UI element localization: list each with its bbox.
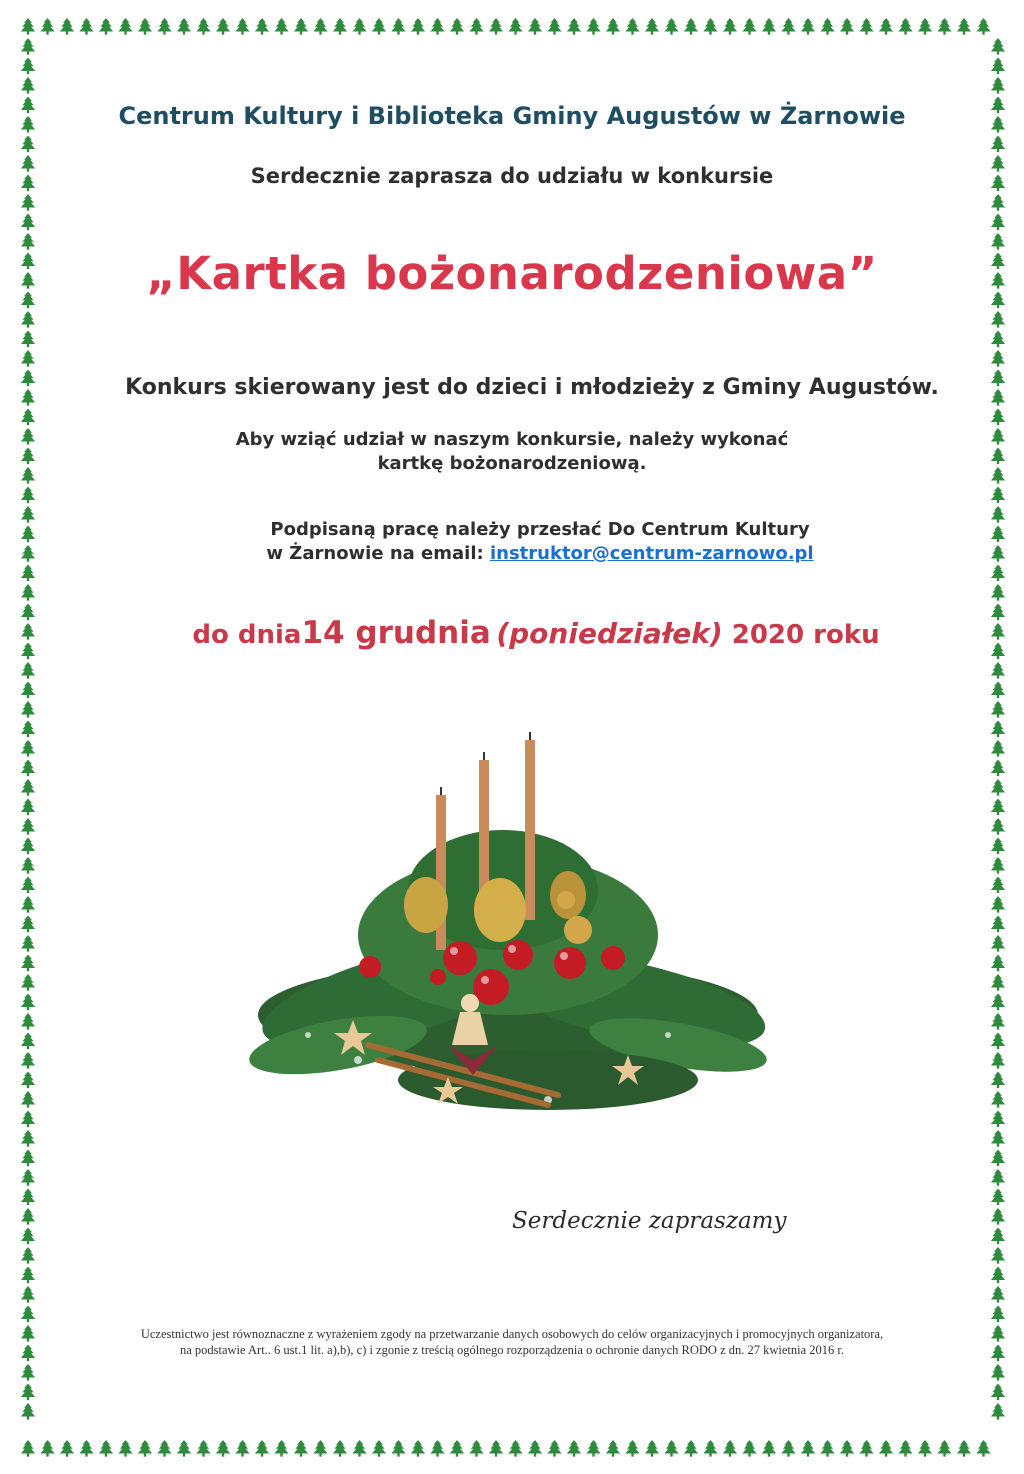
tree-icon (21, 1189, 35, 1206)
tree-icon (991, 779, 1005, 796)
tree-icon (21, 38, 35, 55)
tree-icon (991, 916, 1005, 933)
tree-icon (859, 1440, 873, 1457)
tree-icon (991, 799, 1005, 816)
tree-icon (879, 1440, 893, 1457)
send-text-line2 (28, 543, 1024, 564)
invitation-text: Serdecznie zaprasza do udziału w konkursie (250, 164, 774, 188)
tree-icon (991, 701, 1005, 718)
tree-icon (645, 18, 659, 35)
tree-icon (79, 1440, 93, 1457)
tree-icon (21, 1228, 35, 1245)
tree-icon (991, 1208, 1005, 1225)
tree-icon (991, 194, 1005, 211)
tree-icon (606, 18, 620, 35)
tree-icon (40, 18, 54, 35)
tree-icon (991, 896, 1005, 913)
tree-icon (21, 214, 35, 231)
tree-icon (21, 1033, 35, 1050)
tree-icon (294, 1440, 308, 1457)
tree-icon (469, 1440, 483, 1457)
tree-icon (723, 18, 737, 35)
closing-text: Serdecznie zapraszamy (512, 1208, 787, 1234)
tree-icon (21, 487, 35, 504)
tree-icon (991, 311, 1005, 328)
tree-icon (21, 1267, 35, 1284)
deadline-year: 2020 roku (722, 620, 880, 650)
tree-icon (957, 1440, 971, 1457)
tree-icon (21, 136, 35, 153)
audience-text: Konkurs skierowany jest do dzieci i młodzieży z Gminy Augustów. (125, 375, 939, 400)
tree-icon (508, 1440, 522, 1457)
tree-icon (898, 1440, 912, 1457)
tree-icon (547, 18, 561, 35)
tree-icon (469, 18, 483, 35)
tree-icon (21, 311, 35, 328)
tree-icon (157, 18, 171, 35)
tree-icon (762, 18, 776, 35)
gdpr-note-line2: na podstawie Art.. 6 ust.1 lit. a),b), c) i zgonie z treścią ogólnego rozporządzenia o ochronie danych RODO z dn. 27 kwietnia 2016 r. (179, 1343, 845, 1357)
tree-icon (840, 18, 854, 35)
tree-icon (313, 1440, 327, 1457)
tree-icon (21, 701, 35, 718)
tree-icon (21, 935, 35, 952)
email-link[interactable]: instruktor@centrum-zarnowo.pl (489, 543, 814, 564)
tree-icon (937, 1440, 951, 1457)
tree-icon (991, 584, 1005, 601)
tree-icon (991, 1384, 1005, 1401)
tree-icon (976, 1440, 990, 1457)
tree-icon (991, 1052, 1005, 1069)
tree-icon (21, 1364, 35, 1381)
tree-icon (118, 18, 132, 35)
tree-icon (508, 18, 522, 35)
tree-icon (703, 18, 717, 35)
tree-icon (991, 1169, 1005, 1186)
tree-icon (991, 1306, 1005, 1323)
tree-icon (21, 1208, 35, 1225)
tree-icon (21, 662, 35, 679)
tree-icon (450, 18, 464, 35)
tree-icon (21, 799, 35, 816)
gdpr-note-line1: Uczestnictwo jest równoznaczne z wyrażeniem zgody na przetwarzanie danych osobowych do celów organizacyjnych i promocyjnych organizatora, (140, 1327, 884, 1341)
tree-icon (21, 1150, 35, 1167)
tree-icon (991, 487, 1005, 504)
tree-icon (430, 18, 444, 35)
deadline-date: 14 grudnia (301, 615, 491, 651)
tree-icon (976, 18, 990, 35)
tree-icon (21, 838, 35, 855)
tree-icon (991, 740, 1005, 757)
tree-icon (235, 18, 249, 35)
tree-icon (991, 58, 1005, 75)
tree-icon (21, 779, 35, 796)
tree-icon (991, 1072, 1005, 1089)
tree-icon (372, 18, 386, 35)
tree-icon (991, 1247, 1005, 1264)
contest-title: „Kartka bożonarodzeniowa” (146, 247, 878, 300)
tree-icon (489, 18, 503, 35)
tree-icon (196, 18, 210, 35)
tree-icon (991, 1228, 1005, 1245)
tree-icon (991, 877, 1005, 894)
tree-icon (801, 18, 815, 35)
tree-icon (274, 18, 288, 35)
tree-icon (21, 331, 35, 348)
tree-icon (216, 18, 230, 35)
tree-icon (991, 1130, 1005, 1147)
tree-icon (991, 818, 1005, 835)
tree-icon (235, 1440, 249, 1457)
tree-icon (586, 18, 600, 35)
tree-icon (21, 896, 35, 913)
tree-icon (21, 18, 35, 35)
send-text-line1: Podpisaną pracę należy przesłać Do Centrum Kultury (270, 519, 810, 540)
tree-icon (313, 18, 327, 35)
tree-icon (21, 857, 35, 874)
tree-icon (21, 77, 35, 94)
tree-icon (21, 1306, 35, 1323)
tree-icon (196, 1440, 210, 1457)
tree-icon (333, 18, 347, 35)
tree-icon (99, 18, 113, 35)
tree-icon (333, 1440, 347, 1457)
tree-icon (138, 18, 152, 35)
tree-icon (21, 194, 35, 211)
tree-icon (21, 1384, 35, 1401)
tree-icon (991, 1189, 1005, 1206)
tree-icon (703, 1440, 717, 1457)
tree-icon (664, 18, 678, 35)
tree-icon (99, 1440, 113, 1457)
tree-icon (991, 214, 1005, 231)
tree-icon (991, 1403, 1005, 1420)
tree-icon (567, 18, 581, 35)
tree-icon (21, 565, 35, 582)
tree-icon (645, 1440, 659, 1457)
tree-icon (991, 38, 1005, 55)
tree-icon (991, 409, 1005, 426)
tree-icon (21, 1072, 35, 1089)
deadline-text (24, 615, 1024, 651)
tree-icon (21, 1052, 35, 1069)
christmas-centerpiece-illustration (248, 715, 768, 1125)
tree-icon (991, 350, 1005, 367)
tree-icon (138, 1440, 152, 1457)
tree-icon (991, 955, 1005, 972)
tree-icon (21, 1169, 35, 1186)
tree-icon (781, 1440, 795, 1457)
tree-icon (991, 760, 1005, 777)
tree-icon (742, 1440, 756, 1457)
tree-icon (991, 331, 1005, 348)
tree-icon (918, 1440, 932, 1457)
tree-icon (991, 721, 1005, 738)
tree-icon (991, 1033, 1005, 1050)
tree-icon (21, 1111, 35, 1128)
tree-icon (177, 1440, 191, 1457)
task-text-line1: Aby wziąć udział w naszym konkursie, należy wykonać (235, 429, 789, 450)
tree-icon (21, 877, 35, 894)
tree-icon (937, 18, 951, 35)
tree-icon (21, 1440, 35, 1457)
tree-icon (411, 18, 425, 35)
tree-icon (781, 18, 795, 35)
tree-icon (352, 1440, 366, 1457)
tree-icon (216, 1440, 230, 1457)
tree-icon (991, 1286, 1005, 1303)
tree-icon (801, 1440, 815, 1457)
tree-icon (21, 1247, 35, 1264)
tree-icon (859, 18, 873, 35)
tree-icon (21, 350, 35, 367)
tree-icon (820, 18, 834, 35)
deadline-prefix: do dnia (192, 620, 302, 650)
tree-icon (586, 1440, 600, 1457)
tree-icon (372, 1440, 386, 1457)
tree-icon (528, 1440, 542, 1457)
tree-icon (21, 916, 35, 933)
tree-icon (684, 1440, 698, 1457)
tree-icon (606, 1440, 620, 1457)
tree-icon (991, 857, 1005, 874)
tree-icon (991, 974, 1005, 991)
tree-icon (21, 740, 35, 757)
tree-icon (21, 760, 35, 777)
tree-icon (991, 1150, 1005, 1167)
tree-icon (21, 721, 35, 738)
tree-icon (21, 1091, 35, 1108)
tree-icon (60, 1440, 74, 1457)
tree-icon (79, 18, 93, 35)
deadline-weekday: (poniedziałek) (496, 617, 723, 650)
tree-icon (352, 18, 366, 35)
tree-icon (274, 1440, 288, 1457)
tree-icon (991, 1013, 1005, 1030)
tree-icon (528, 18, 542, 35)
tree-icon (991, 1267, 1005, 1284)
tree-icon (255, 18, 269, 35)
tree-icon (991, 77, 1005, 94)
tree-icon (21, 974, 35, 991)
tree-icon (21, 682, 35, 699)
tree-icon (177, 18, 191, 35)
tree-icon (991, 1091, 1005, 1108)
send-text-prefix: w Żarnowie na email: (266, 543, 490, 564)
tree-icon (991, 994, 1005, 1011)
tree-icon (991, 935, 1005, 952)
tree-icon (991, 1111, 1005, 1128)
tree-icon (21, 1286, 35, 1303)
tree-icon (294, 18, 308, 35)
tree-icon (21, 1013, 35, 1030)
tree-icon (411, 1440, 425, 1457)
tree-icon (40, 1440, 54, 1457)
tree-icon (21, 818, 35, 835)
tree-icon (625, 18, 639, 35)
tree-icon (21, 1403, 35, 1420)
tree-icon (489, 1440, 503, 1457)
tree-icon (820, 1440, 834, 1457)
tree-icon (430, 1440, 444, 1457)
tree-icon (898, 18, 912, 35)
tree-icon (21, 1130, 35, 1147)
tree-icon (991, 565, 1005, 582)
tree-icon (723, 1440, 737, 1457)
tree-icon (157, 1440, 171, 1457)
tree-icon (991, 136, 1005, 153)
tree-icon (21, 409, 35, 426)
tree-icon (391, 18, 405, 35)
tree-icon (567, 1440, 581, 1457)
tree-icon (21, 955, 35, 972)
tree-icon (918, 18, 932, 35)
tree-icon (450, 1440, 464, 1457)
tree-icon (21, 58, 35, 75)
tree-icon (762, 1440, 776, 1457)
tree-icon (991, 838, 1005, 855)
tree-icon (957, 18, 971, 35)
tree-icon (21, 584, 35, 601)
tree-icon (840, 1440, 854, 1457)
tree-icon (879, 18, 893, 35)
tree-icon (991, 662, 1005, 679)
tree-icon (625, 1440, 639, 1457)
tree-icon (991, 682, 1005, 699)
organizer-title: Centrum Kultury i Biblioteka Gminy Augustów w Żarnowie (118, 102, 906, 130)
tree-icon (991, 1364, 1005, 1381)
tree-icon (684, 18, 698, 35)
tree-icon (255, 1440, 269, 1457)
tree-icon (664, 1440, 678, 1457)
tree-icon (547, 1440, 561, 1457)
tree-icon (60, 18, 74, 35)
tree-icon (742, 18, 756, 35)
tree-icon (118, 1440, 132, 1457)
tree-icon (21, 994, 35, 1011)
tree-icon (391, 1440, 405, 1457)
task-text-line2: kartkę bożonarodzeniową. (377, 453, 647, 474)
